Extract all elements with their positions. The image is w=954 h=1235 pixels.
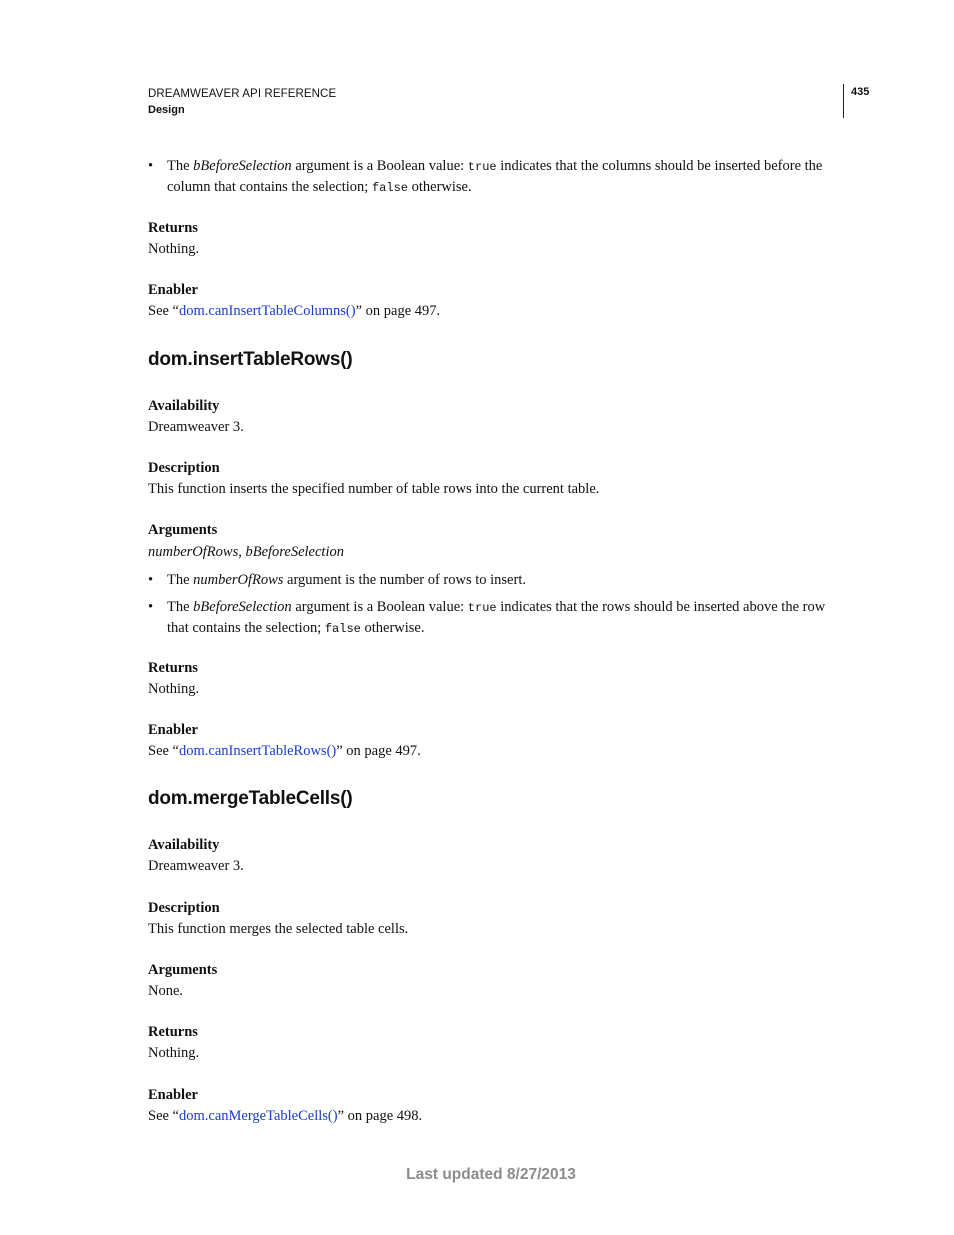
enabler-heading: Enabler: [148, 722, 198, 738]
bullet-glyph: •: [148, 158, 154, 174]
enabler-heading: Enabler: [148, 282, 198, 298]
arguments-heading: Arguments: [148, 522, 218, 538]
description-heading: Description: [148, 900, 220, 916]
arguments-heading: Arguments: [148, 962, 218, 978]
enabler-link[interactable]: dom.canInsertTableRows(): [179, 743, 337, 759]
returns-heading: Returns: [148, 660, 198, 676]
code-false: false: [371, 180, 408, 195]
enabler-link[interactable]: dom.canInsertTableColumns(): [179, 303, 356, 319]
bullet-text: The bBeforeSelection argument is a Boolean value: true indicates that the columns should be inserted before the column that contains the selection; false otherwise.: [167, 158, 823, 195]
bullet-text: The numberOfRows argument is the number of rows to insert.: [167, 572, 526, 588]
description-heading: Description: [148, 460, 220, 476]
availability-heading: Availability: [148, 837, 220, 853]
enabler-text: See “dom.canMergeTableCells()” on page 498.: [148, 1108, 423, 1124]
description-text: This function inserts the specified number of table rows into the current table.: [148, 481, 600, 497]
returns-heading: Returns: [148, 220, 198, 236]
last-updated-footer: Last updated 8/27/2013: [406, 1166, 576, 1183]
running-header-section: Design: [148, 104, 185, 116]
header-divider: [843, 84, 844, 118]
enabler-heading: Enabler: [148, 1087, 198, 1103]
running-header-title: DREAMWEAVER API REFERENCE: [148, 88, 337, 100]
description-text: This function merges the selected table cells.: [148, 921, 409, 937]
returns-text: Nothing.: [148, 1045, 200, 1061]
bullet-glyph: •: [148, 572, 154, 588]
code-false: false: [324, 621, 361, 636]
section-title: dom.insertTableRows(): [148, 349, 353, 370]
returns-text: Nothing.: [148, 241, 200, 257]
availability-text: Dreamweaver 3.: [148, 858, 244, 874]
enabler-text: See “dom.canInsertTableRows()” on page 497.: [148, 743, 421, 759]
list-item: [148, 598, 838, 639]
code-true: true: [467, 160, 497, 174]
list-item: [148, 157, 838, 198]
bullet-text: The bBeforeSelection argument is a Boolean value: true indicates that the rows should be inserted above the row that contains the selection; false otherwise.: [167, 599, 826, 636]
enabler-text: See “dom.canInsertTableColumns()” on page 497.: [148, 303, 441, 319]
enabler-link[interactable]: dom.canMergeTableCells(): [179, 1108, 338, 1124]
arguments-signature: numberOfRows, bBeforeSelection: [148, 544, 344, 560]
code-true: true: [467, 601, 497, 615]
availability-heading: Availability: [148, 398, 220, 414]
bullet-glyph: •: [148, 599, 154, 615]
returns-text: Nothing.: [148, 681, 200, 697]
arguments-text: None.: [148, 983, 184, 999]
availability-text: Dreamweaver 3.: [148, 419, 244, 435]
list-item: [148, 571, 838, 591]
returns-heading: Returns: [148, 1024, 198, 1040]
section-title: dom.mergeTableCells(): [148, 788, 353, 809]
page-number: 435: [851, 86, 870, 98]
